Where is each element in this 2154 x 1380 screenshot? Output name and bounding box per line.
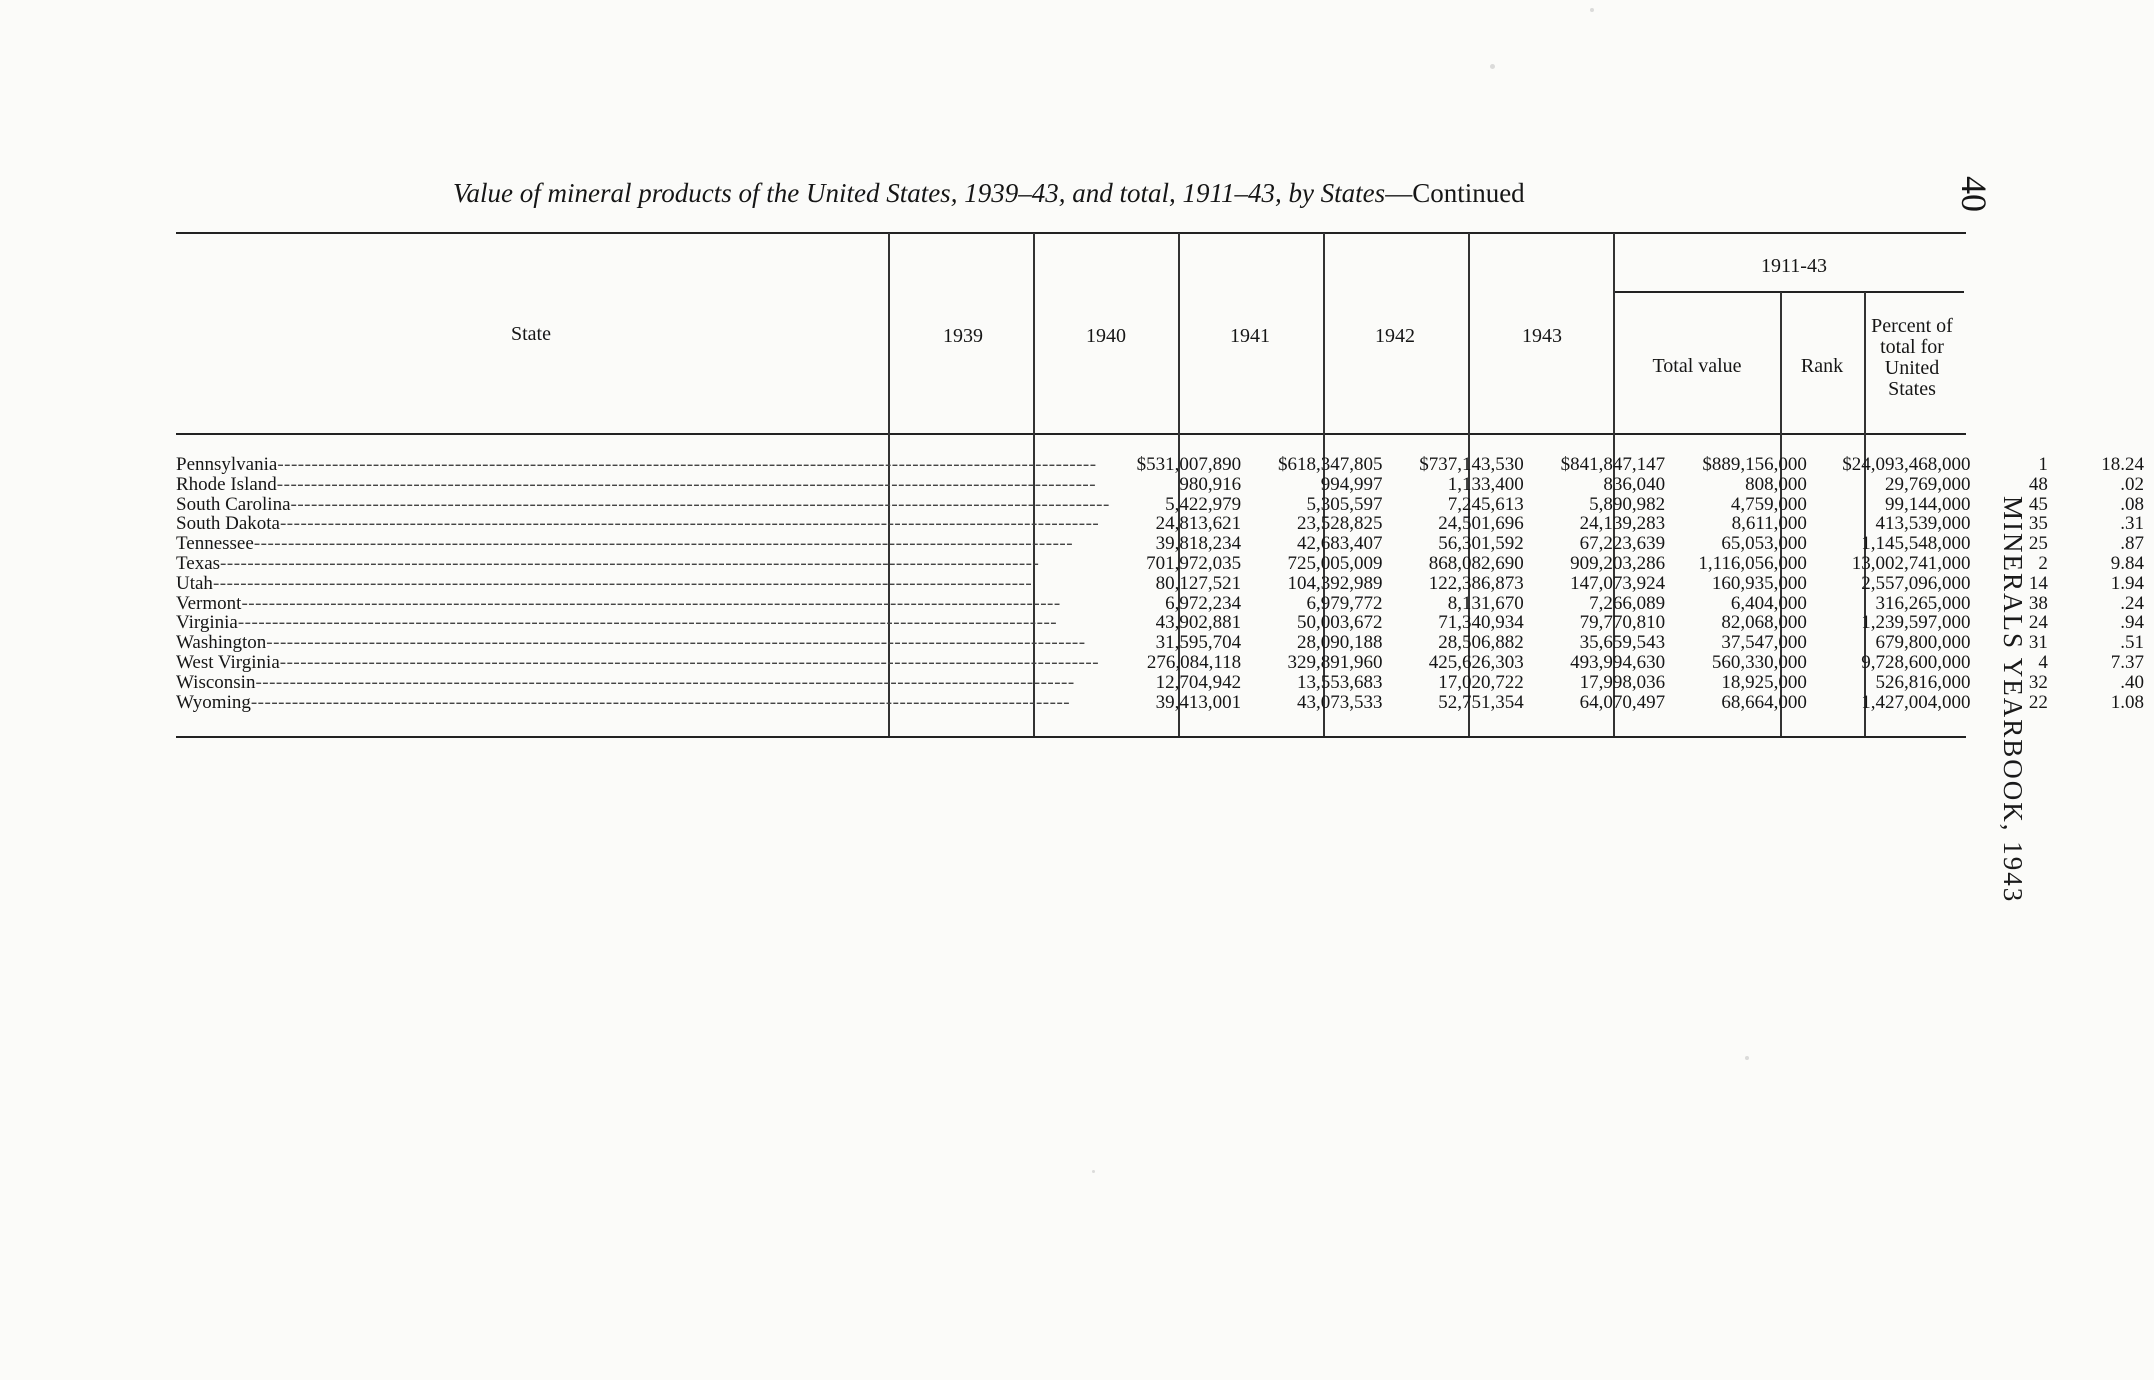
cell-rank: 35: [2028, 513, 2048, 535]
cell-y1942: 5,890,982: [1589, 493, 1666, 515]
header-1939: 1939: [943, 325, 983, 347]
cell-y1942: 836,040: [1603, 473, 1666, 495]
cell-y1943: 37,547,000: [1721, 632, 1807, 654]
table-row: [176, 495, 2154, 515]
cell-percent: .24: [2120, 592, 2144, 614]
cell-y1942: 7,266,089: [1589, 592, 1666, 614]
state-name: Vermont: [176, 593, 242, 614]
cell-total: 2,557,096,000: [1861, 572, 1971, 594]
cell-y1942: 79,770,810: [1579, 612, 1666, 634]
cell-y1940: 6,979,772: [1306, 592, 1383, 614]
cell-percent: 9.84: [2110, 552, 2144, 574]
cell-y1940: 42,683,407: [1296, 533, 1383, 555]
header-percent: Percent of total for United States: [1871, 315, 1953, 400]
cell-y1941: 7,245,613: [1447, 493, 1524, 515]
table-title-main: Value of mineral products of the United States, 1939–43, and total, 1911–43, by States: [453, 178, 1386, 208]
cell-y1943: 18,925,000: [1721, 671, 1807, 693]
cell-rank: 45: [2028, 493, 2048, 515]
table-row: [176, 594, 2154, 614]
cell-y1943: 1,116,056,000: [1698, 552, 1807, 574]
cell-y1943: 68,664,000: [1721, 691, 1807, 713]
cell-total: 526,816,000: [1875, 671, 1971, 693]
cell-y1939: 5,422,979: [1165, 493, 1242, 515]
header-total-value: Total value: [1652, 355, 1742, 377]
state-cell: [176, 574, 1110, 594]
cell-y1939: 980,916: [1179, 473, 1242, 495]
state-name: Tennessee: [176, 534, 254, 554]
scan-speck: [1745, 1056, 1749, 1060]
table-row: [176, 574, 2154, 594]
cell-y1940: $618,347,805: [1277, 454, 1383, 475]
cell-total: 316,265,000: [1875, 592, 1971, 614]
table-row: [176, 554, 2154, 574]
state-name: Texas: [176, 553, 221, 574]
scan-speck: [1590, 8, 1594, 12]
state-cell: [176, 455, 1110, 475]
cell-y1942: 64,070,497: [1579, 691, 1666, 713]
cell-y1943: 160,935,000: [1711, 572, 1807, 594]
leader-dots: ------------------------------------------------------------------------------------------------------------------------: [250, 692, 1071, 713]
mineral-value-table: [176, 455, 2154, 712]
cell-y1942: 35,659,543: [1579, 632, 1666, 654]
cell-total: 13,002,741,000: [1851, 552, 1971, 574]
cell-y1939: $531,007,890: [1136, 454, 1242, 475]
table-top-rule: [176, 232, 1966, 234]
cell-y1939: 701,972,035: [1146, 552, 1242, 574]
leader-dots: ------------------------------------------------------------------------------------------------------------------------: [255, 672, 1075, 693]
cell-y1939: 6,972,234: [1165, 592, 1242, 614]
cell-y1939: 43,902,881: [1155, 612, 1242, 634]
state-cell: [176, 554, 1110, 574]
leader-dots: ------------------------------------------------------------------------------------------------------------------------: [290, 494, 1110, 515]
leader-dots: ------------------------------------------------------------------------------------------------------------------------: [277, 455, 1097, 475]
cell-y1943: 560,330,000: [1711, 651, 1807, 673]
table-row: [176, 653, 2154, 673]
table-title: [453, 178, 1703, 209]
state-name: Pennsylvania: [176, 455, 278, 475]
cell-y1939: 12,704,942: [1155, 671, 1242, 693]
cell-y1940: 994,997: [1320, 473, 1383, 495]
state-name: Virginia: [176, 613, 238, 634]
cell-percent: .94: [2120, 612, 2144, 634]
cell-total: 29,769,000: [1884, 473, 1971, 495]
header-rank: Rank: [1800, 355, 1844, 377]
table-row: [176, 534, 2154, 554]
header-state: State: [511, 323, 551, 345]
cell-y1939: 24,813,621: [1155, 513, 1242, 535]
cell-percent: 1.94: [2110, 572, 2144, 594]
cell-y1941: 71,340,934: [1438, 612, 1524, 634]
header-1943: 1943: [1522, 325, 1562, 347]
cell-percent: .02: [2120, 473, 2144, 495]
cell-y1939: 39,818,234: [1155, 533, 1242, 555]
leader-dots: ------------------------------------------------------------------------------------------------------------------------: [266, 633, 1086, 653]
cell-y1939: 276,084,118: [1146, 651, 1242, 673]
leader-dots: ------------------------------------------------------------------------------------------------------------------------: [279, 652, 1100, 673]
state-cell: [176, 514, 1110, 534]
cell-y1943: 6,404,000: [1730, 592, 1807, 614]
cell-y1942: 17,998,036: [1579, 671, 1666, 693]
header-group-1911-43: 1911-43: [1761, 255, 1827, 277]
cell-y1943: 82,068,000: [1721, 612, 1807, 634]
scan-speck: [1490, 64, 1495, 69]
cell-percent: .51: [2120, 632, 2144, 654]
cell-y1943: 808,000: [1745, 473, 1807, 495]
running-head: MINERALS YEARBOOK, 1943: [1998, 496, 2028, 904]
header-1940: 1940: [1086, 325, 1126, 347]
state-cell: [176, 673, 1110, 693]
cell-y1940: 5,305,597: [1306, 493, 1383, 515]
page-number: 40: [1954, 176, 1994, 212]
table-row: [176, 633, 2154, 653]
table-row: [176, 673, 2154, 693]
cell-rank: 32: [2028, 671, 2048, 693]
cell-y1940: 104,392,989: [1287, 572, 1383, 594]
state-name: West Virginia: [176, 652, 280, 673]
leader-dots: ------------------------------------------------------------------------------------------------------------------------: [237, 613, 1058, 634]
cell-y1942: 493,994,630: [1570, 651, 1666, 673]
cell-y1943: 8,611,000: [1731, 513, 1807, 535]
scan-speck: [1092, 1170, 1095, 1173]
cell-total: 413,539,000: [1875, 513, 1971, 535]
cell-rank: 48: [2028, 473, 2048, 495]
state-cell: [176, 633, 1110, 653]
state-cell: [176, 613, 1110, 633]
cell-total: 1,427,004,000: [1861, 691, 1971, 713]
leader-dots: ------------------------------------------------------------------------------------------------------------------------: [253, 534, 1074, 554]
cell-y1942: 147,073,924: [1570, 572, 1666, 594]
cell-y1940: 50,003,672: [1296, 612, 1383, 634]
group-header-rule: [1614, 291, 1964, 293]
cell-percent: .31: [2120, 513, 2144, 535]
cell-y1941: 425,626,303: [1428, 651, 1524, 673]
table-row: [176, 693, 2154, 713]
cell-percent: .40: [2120, 671, 2144, 693]
cell-y1943: 4,759,000: [1730, 493, 1807, 515]
cell-total: 9,728,600,000: [1861, 651, 1971, 673]
cell-y1940: 28,090,188: [1296, 632, 1383, 654]
cell-rank: 14: [2028, 572, 2048, 594]
cell-y1942: 67,223,639: [1579, 533, 1666, 555]
cell-percent: .87: [2120, 533, 2144, 555]
table-row: [176, 475, 2154, 495]
cell-percent: 18.24: [2101, 454, 2144, 475]
cell-total: 679,800,000: [1875, 632, 1971, 654]
cell-rank: 1: [2038, 454, 2048, 475]
cell-y1941: 28,506,882: [1438, 632, 1524, 654]
cell-rank: 22: [2028, 691, 2048, 713]
cell-y1941: 122,386,873: [1428, 572, 1524, 594]
leader-dots: ------------------------------------------------------------------------------------------------------------------------: [279, 514, 1100, 535]
state-cell: [176, 594, 1110, 614]
cell-rank: 24: [2028, 612, 2048, 634]
leader-dots: ------------------------------------------------------------------------------------------------------------------------: [220, 553, 1040, 574]
cell-y1941: 8,131,670: [1447, 592, 1524, 614]
state-cell: [176, 495, 1110, 515]
state-cell: [176, 534, 1110, 554]
cell-y1940: 43,073,533: [1296, 691, 1383, 713]
cell-y1941: $737,143,530: [1419, 454, 1524, 475]
cell-rank: 2: [2038, 552, 2048, 574]
cell-y1941: 17,020,722: [1438, 671, 1524, 693]
cell-y1939: 31,595,704: [1155, 632, 1242, 654]
cell-y1943: $889,156,000: [1702, 454, 1807, 475]
state-cell: [176, 475, 1110, 495]
cell-y1940: 23,528,825: [1296, 513, 1383, 535]
cell-percent: 1.08: [2110, 691, 2144, 713]
cell-rank: 38: [2028, 592, 2048, 614]
cell-percent: .08: [2120, 493, 2144, 515]
state-name: South Dakota: [176, 514, 280, 535]
cell-y1942: $841,847,147: [1560, 454, 1666, 475]
state-cell: [176, 653, 1110, 673]
cell-total: 1,239,597,000: [1861, 612, 1971, 634]
state-name: South Carolina: [176, 494, 291, 515]
cell-y1941: 24,501,696: [1438, 513, 1524, 535]
cell-y1943: 65,053,000: [1721, 533, 1807, 555]
cell-y1941: 868,082,690: [1428, 552, 1524, 574]
state-name: Wyoming: [176, 692, 251, 713]
state-cell: [176, 693, 1110, 713]
header-bottom-rule: [176, 433, 1966, 435]
cell-total: $24,093,468,000: [1842, 454, 1971, 475]
cell-y1941: 56,301,592: [1438, 533, 1524, 555]
cell-total: 99,144,000: [1884, 493, 1971, 515]
cell-y1942: 909,203,286: [1570, 552, 1666, 574]
leader-dots: ------------------------------------------------------------------------------------------------------------------------: [276, 474, 1097, 495]
table-row: [176, 514, 2154, 534]
cell-y1940: 329,891,960: [1287, 651, 1383, 673]
cell-y1940: 725,005,009: [1287, 552, 1383, 574]
state-name: Utah: [176, 573, 213, 594]
table-row: [176, 455, 2154, 475]
header-1942: 1942: [1375, 325, 1415, 347]
leader-dots: ------------------------------------------------------------------------------------------------------------------------: [241, 593, 1061, 614]
state-name: Wisconsin: [176, 672, 256, 693]
header-1941: 1941: [1230, 325, 1270, 347]
cell-y1942: 24,139,283: [1579, 513, 1666, 535]
cell-rank: 31: [2028, 632, 2048, 654]
state-name: Washington: [176, 633, 267, 653]
cell-y1941: 1,133,400: [1447, 473, 1524, 495]
cell-total: 1,145,548,000: [1861, 533, 1971, 555]
cell-rank: 4: [2038, 651, 2048, 673]
cell-y1941: 52,751,354: [1438, 691, 1524, 713]
cell-y1939: 39,413,001: [1155, 691, 1242, 713]
cell-rank: 25: [2028, 533, 2048, 555]
cell-percent: 7.37: [2110, 651, 2144, 673]
table-title-continued: —Continued: [1385, 178, 1525, 208]
table-row: [176, 613, 2154, 633]
state-name: Rhode Island: [176, 474, 277, 495]
cell-y1939: 80,127,521: [1155, 572, 1242, 594]
leader-dots: ------------------------------------------------------------------------------------------------------------------------: [212, 573, 1033, 594]
table-bottom-rule: [176, 736, 1966, 738]
cell-y1940: 13,553,683: [1296, 671, 1383, 693]
